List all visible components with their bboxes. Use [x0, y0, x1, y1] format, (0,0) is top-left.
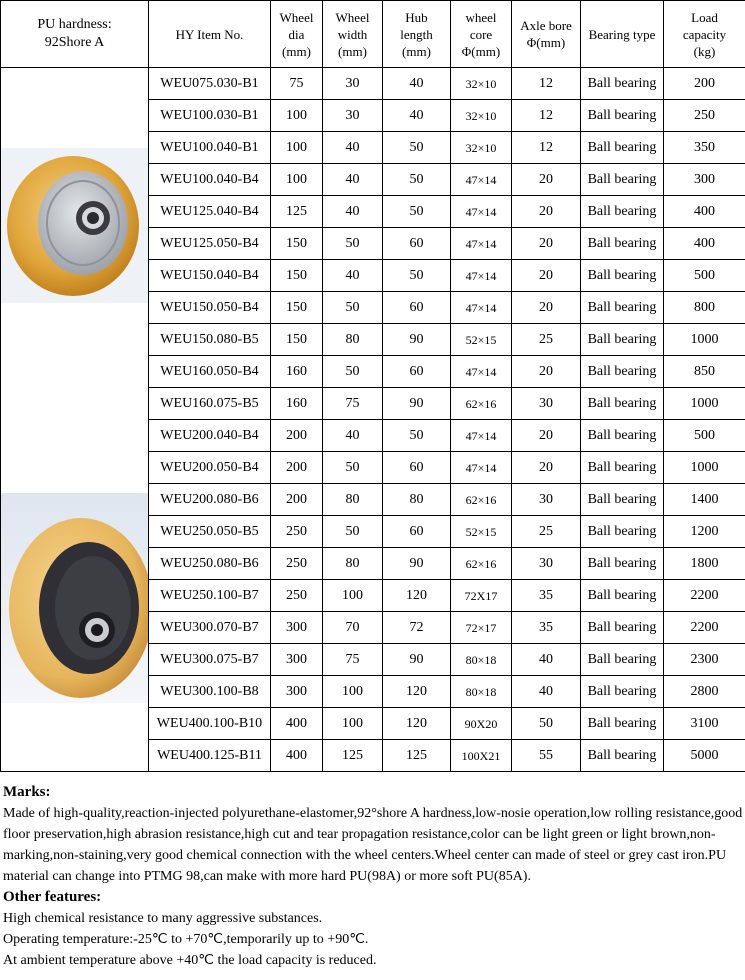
hub-length-cell: 60: [383, 356, 451, 388]
table-header-row: [1, 1, 745, 68]
bearing-type-cell: Ball bearing: [581, 708, 664, 740]
wheel-core-cell: 62×16: [451, 548, 512, 580]
load-capacity-cell: 1400: [664, 484, 745, 516]
load-capacity-cell: 350: [664, 132, 745, 164]
wheel-dia-cell: 160: [271, 356, 323, 388]
hub-length-cell: 72: [383, 612, 451, 644]
wheel-width-cell: 50: [323, 356, 383, 388]
wheel-core-cell: 47×14: [451, 356, 512, 388]
wheel-dia-cell: 400: [271, 740, 323, 772]
bearing-type-cell: Ball bearing: [581, 452, 664, 484]
item-no-cell: WEU125.050-B4: [149, 228, 271, 260]
item-no-cell: WEU200.040-B4: [149, 420, 271, 452]
item-no-cell: WEU200.050-B4: [149, 452, 271, 484]
hub-length-cell: 90: [383, 644, 451, 676]
wheel-core-cell: 47×14: [451, 196, 512, 228]
wheel-width-cell: 75: [323, 644, 383, 676]
pu-hardness-value: 92Shore A: [44, 35, 105, 50]
wheel-width-cell: 50: [323, 292, 383, 324]
wheel-dia-cell: 125: [271, 196, 323, 228]
wheel-width-header: Wheel width (mm): [323, 1, 383, 68]
axle-bore-cell: 20: [512, 260, 581, 292]
bearing-type-cell: Ball bearing: [581, 676, 664, 708]
hub-length-header: Hub length (mm): [383, 1, 451, 68]
item-no-cell: WEU075.030-B1: [149, 68, 271, 100]
wheel-width-cell: 30: [323, 100, 383, 132]
feature-line-1: High chemical resistance to many aggressive substances.: [3, 911, 323, 926]
load-capacity-cell: 2200: [664, 580, 745, 612]
hub-length-cell: 50: [383, 164, 451, 196]
marks-title: Marks:: [3, 784, 51, 800]
wheel-core-cell: 47×14: [451, 228, 512, 260]
table-row: [1, 68, 745, 100]
item-no-cell: WEU160.075-B5: [149, 388, 271, 420]
axle-bore-cell: 35: [512, 580, 581, 612]
wheel-width-cell: 80: [323, 548, 383, 580]
wheel-width-cell: 70: [323, 612, 383, 644]
item-no-cell: WEU150.080-B5: [149, 324, 271, 356]
hub-length-cell: 90: [383, 324, 451, 356]
hub-length-cell: 50: [383, 196, 451, 228]
load-capacity-cell: 5000: [664, 740, 745, 772]
hub-length-cell: 90: [383, 388, 451, 420]
axle-bore-cell: 12: [512, 132, 581, 164]
hub-length-cell: 50: [383, 420, 451, 452]
wheel-dia-cell: 300: [271, 644, 323, 676]
table-body: [1, 68, 745, 772]
item-no-cell: WEU300.070-B7: [149, 612, 271, 644]
load-capacity-cell: 1000: [664, 388, 745, 420]
load-capacity-cell: 1000: [664, 324, 745, 356]
wheel-dia-cell: 250: [271, 580, 323, 612]
load-capacity-cell: 250: [664, 100, 745, 132]
hub-length-cell: 40: [383, 100, 451, 132]
wheel-core-cell: 52×15: [451, 516, 512, 548]
wheel-dia-cell: 200: [271, 484, 323, 516]
steel-center-pu-wheel-photo: [1, 148, 149, 303]
wheel-dia-cell: 150: [271, 292, 323, 324]
wheel-core-cell: 52×15: [451, 324, 512, 356]
wheel-dia-cell: 300: [271, 612, 323, 644]
wheel-width-cell: 40: [323, 196, 383, 228]
wheel-width-cell: 75: [323, 388, 383, 420]
wheel-core-cell: 32×10: [451, 68, 512, 100]
notes-section: [3, 782, 743, 971]
marks-text: Made of high-quality,reaction-injected polyurethane-elastomer,92°shore A hardness,low-nosie operation,low rolling resistance,good floor preservation,high abrasion resistance,high cut and tear propagation resistance,color can be light green or light brown,non-marking,non-staining,very good chemical connection with the wheel centers.Wheel center can made of steel or grey cast iron.PU material can change into PTMG 98,can make with more hard PU(98A) or more soft PU(85A).: [3, 806, 743, 884]
bearing-type-cell: Ball bearing: [581, 260, 664, 292]
wheel-core-header: wheel core Φ(mm): [451, 1, 512, 68]
axle-bore-cell: 30: [512, 388, 581, 420]
axle-bore-cell: 20: [512, 228, 581, 260]
axle-bore-cell: 20: [512, 420, 581, 452]
wheel-core-cell: 100X21: [451, 740, 512, 772]
wheel-core-cell: 72X17: [451, 580, 512, 612]
item-no-cell: WEU400.125-B11: [149, 740, 271, 772]
wheel-core-cell: 62×16: [451, 388, 512, 420]
bearing-type-cell: Ball bearing: [581, 324, 664, 356]
axle-bore-cell: 40: [512, 644, 581, 676]
wheel-width-cell: 125: [323, 740, 383, 772]
item-no-cell: WEU100.030-B1: [149, 100, 271, 132]
bearing-type-cell: Ball bearing: [581, 580, 664, 612]
bearing-type-cell: Ball bearing: [581, 612, 664, 644]
load-capacity-cell: 2200: [664, 612, 745, 644]
bearing-type-cell: Ball bearing: [581, 292, 664, 324]
load-capacity-cell: 300: [664, 164, 745, 196]
bearing-type-cell: Ball bearing: [581, 388, 664, 420]
wheel-illustrations: [1, 68, 149, 771]
wheel-core-cell: 32×10: [451, 132, 512, 164]
load-capacity-cell: 2300: [664, 644, 745, 676]
bearing-type-cell: Ball bearing: [581, 484, 664, 516]
item-no-cell: WEU300.100-B8: [149, 676, 271, 708]
wheel-dia-cell: 100: [271, 164, 323, 196]
wheel-dia-cell: 250: [271, 516, 323, 548]
feature-line-2: Operating temperature:-25℃ to +70℃,temporarily up to +90℃.: [3, 932, 369, 947]
hub-length-cell: 40: [383, 68, 451, 100]
wheel-core-cell: 47×14: [451, 164, 512, 196]
hub-length-cell: 60: [383, 516, 451, 548]
hub-length-cell: 120: [383, 676, 451, 708]
wheel-width-cell: 50: [323, 452, 383, 484]
item-no-cell: WEU150.050-B4: [149, 292, 271, 324]
load-capacity-cell: 500: [664, 260, 745, 292]
wheel-dia-cell: 200: [271, 452, 323, 484]
other-features-title: Other features:: [3, 889, 102, 905]
wheel-core-cell: 80×18: [451, 644, 512, 676]
bearing-type-cell: Ball bearing: [581, 68, 664, 100]
axle-bore-cell: 35: [512, 612, 581, 644]
wheel-width-cell: 40: [323, 164, 383, 196]
item-no-cell: WEU300.075-B7: [149, 644, 271, 676]
load-capacity-cell: 200: [664, 68, 745, 100]
axle-bore-cell: 20: [512, 164, 581, 196]
bearing-type-cell: Ball bearing: [581, 132, 664, 164]
hub-length-cell: 60: [383, 292, 451, 324]
wheel-core-cell: 62×16: [451, 484, 512, 516]
axle-bore-cell: 30: [512, 484, 581, 516]
load-capacity-header: Load capacity (kg): [664, 1, 745, 68]
load-capacity-cell: 1200: [664, 516, 745, 548]
bearing-type-cell: Ball bearing: [581, 548, 664, 580]
item-no-cell: WEU100.040-B4: [149, 164, 271, 196]
wheel-images-cell: [1, 68, 149, 772]
wheel-core-cell: 72×17: [451, 612, 512, 644]
bearing-type-cell: Ball bearing: [581, 228, 664, 260]
load-capacity-cell: 800: [664, 292, 745, 324]
pu-hardness-header: [1, 1, 149, 68]
wheel-core-cell: 47×14: [451, 260, 512, 292]
bearing-type-cell: Ball bearing: [581, 196, 664, 228]
wheel-dia-cell: 300: [271, 676, 323, 708]
load-capacity-cell: 1800: [664, 548, 745, 580]
axle-bore-cell: 20: [512, 356, 581, 388]
item-no-cell: WEU100.040-B1: [149, 132, 271, 164]
wheel-width-cell: 80: [323, 484, 383, 516]
load-capacity-cell: 2800: [664, 676, 745, 708]
wheel-width-cell: 50: [323, 228, 383, 260]
bearing-type-cell: Ball bearing: [581, 420, 664, 452]
hub-length-cell: 60: [383, 452, 451, 484]
hub-length-cell: 80: [383, 484, 451, 516]
wheel-core-cell: 80×18: [451, 676, 512, 708]
wheel-width-cell: 100: [323, 676, 383, 708]
wheel-core-cell: 90X20: [451, 708, 512, 740]
wheel-width-cell: 30: [323, 68, 383, 100]
bearing-type-cell: Ball bearing: [581, 100, 664, 132]
axle-bore-cell: 40: [512, 676, 581, 708]
hub-length-cell: 50: [383, 132, 451, 164]
wheel-core-cell: 32×10: [451, 100, 512, 132]
bearing-type-cell: Ball bearing: [581, 164, 664, 196]
item-no-cell: WEU250.100-B7: [149, 580, 271, 612]
load-capacity-cell: 500: [664, 420, 745, 452]
wheel-core-cell: 47×14: [451, 420, 512, 452]
load-capacity-cell: 400: [664, 228, 745, 260]
cast-iron-center-pu-wheel-photo: [1, 493, 149, 703]
hub-length-cell: 125: [383, 740, 451, 772]
wheel-dia-cell: 200: [271, 420, 323, 452]
wheel-dia-cell: 100: [271, 132, 323, 164]
hub-length-cell: 120: [383, 580, 451, 612]
axle-bore-cell: 30: [512, 548, 581, 580]
item-no-cell: WEU400.100-B10: [149, 708, 271, 740]
hub-length-cell: 60: [383, 228, 451, 260]
wheel-width-cell: 40: [323, 132, 383, 164]
wheel-dia-cell: 100: [271, 100, 323, 132]
wheel-dia-cell: 75: [271, 68, 323, 100]
bearing-type-cell: Ball bearing: [581, 356, 664, 388]
item-no-cell: WEU125.040-B4: [149, 196, 271, 228]
hub-length-cell: 90: [383, 548, 451, 580]
bearing-type-cell: Ball bearing: [581, 516, 664, 548]
axle-bore-cell: 20: [512, 452, 581, 484]
load-capacity-cell: 850: [664, 356, 745, 388]
wheel-width-cell: 100: [323, 580, 383, 612]
item-no-cell: WEU250.080-B6: [149, 548, 271, 580]
wheel-dia-header: Wheel dia (mm): [271, 1, 323, 68]
wheel-dia-cell: 400: [271, 708, 323, 740]
bearing-type-cell: Ball bearing: [581, 740, 664, 772]
wheel-dia-cell: 150: [271, 228, 323, 260]
item-no-cell: WEU160.050-B4: [149, 356, 271, 388]
axle-bore-cell: 50: [512, 708, 581, 740]
item-no-cell: WEU250.050-B5: [149, 516, 271, 548]
item-no-header: HY Item No.: [149, 1, 271, 68]
bearing-type-header: Bearing type: [581, 1, 664, 68]
wheel-width-cell: 40: [323, 260, 383, 292]
axle-bore-header: Axle bore Φ(mm): [512, 1, 581, 68]
load-capacity-cell: 1000: [664, 452, 745, 484]
axle-bore-cell: 12: [512, 68, 581, 100]
wheel-dia-cell: 150: [271, 324, 323, 356]
wheel-dia-cell: 250: [271, 548, 323, 580]
wheel-width-cell: 40: [323, 420, 383, 452]
load-capacity-cell: 3100: [664, 708, 745, 740]
axle-bore-cell: 25: [512, 516, 581, 548]
axle-bore-cell: 20: [512, 196, 581, 228]
wheel-width-cell: 100: [323, 708, 383, 740]
item-no-cell: WEU200.080-B6: [149, 484, 271, 516]
pu-hardness-label: PU hardness:: [37, 17, 112, 32]
wheel-width-cell: 80: [323, 324, 383, 356]
hub-length-cell: 50: [383, 260, 451, 292]
axle-bore-cell: 25: [512, 324, 581, 356]
item-no-cell: WEU150.040-B4: [149, 260, 271, 292]
axle-bore-cell: 55: [512, 740, 581, 772]
wheel-width-cell: 50: [323, 516, 383, 548]
load-capacity-cell: 400: [664, 196, 745, 228]
feature-line-3: At ambient temperature above +40℃ the load capacity is reduced.: [3, 953, 377, 968]
axle-bore-cell: 20: [512, 292, 581, 324]
axle-bore-cell: 12: [512, 100, 581, 132]
wheel-dia-cell: 160: [271, 388, 323, 420]
wheel-dia-cell: 150: [271, 260, 323, 292]
hub-length-cell: 120: [383, 708, 451, 740]
wheel-core-cell: 47×14: [451, 452, 512, 484]
wheel-core-cell: 47×14: [451, 292, 512, 324]
wheel-images: [1, 68, 149, 771]
bearing-type-cell: Ball bearing: [581, 644, 664, 676]
